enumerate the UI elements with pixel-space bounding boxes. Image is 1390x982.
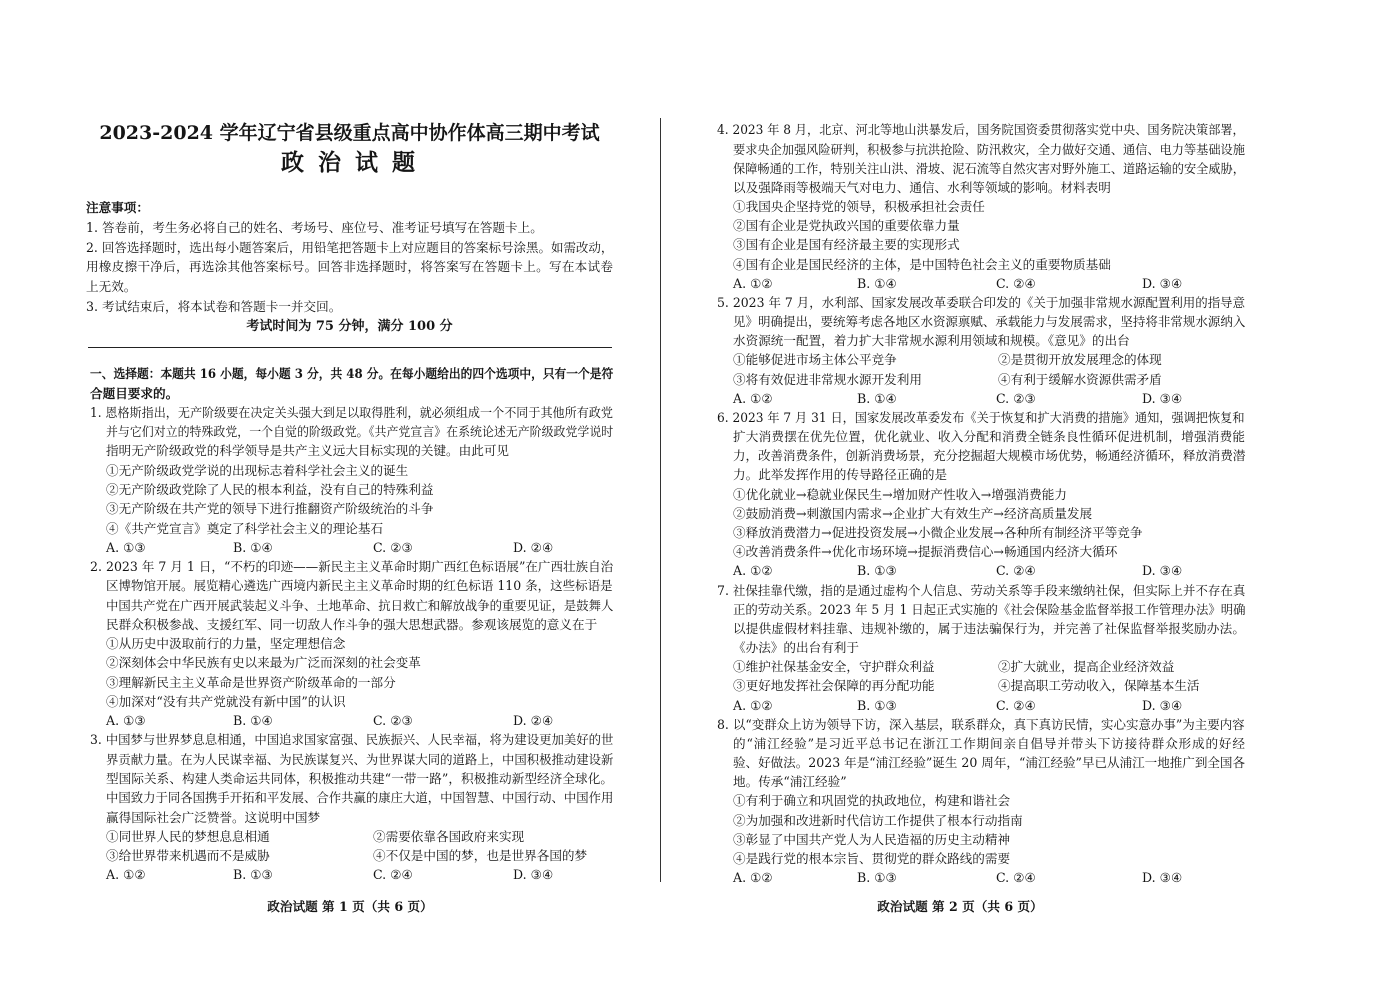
q1-statement-4: ④《共产党宣言》奠定了科学社会主义的理论基石 [106,520,384,536]
exam-subtitle-text: 政 治 试 题 [280,150,419,176]
section-heading-line: 合题目要求的。 [90,385,179,401]
q5-statement-3: ③将有效促进非常规水源开发利用 [733,371,922,387]
q8-statement-3: ③彰显了中国共产党人为人民造福的历史主动精神 [733,831,1011,847]
page-2-footer [860,897,1060,917]
header-divider-line [88,347,612,348]
q4-stem-line: 保障畅通的工作，特别关注山洪、滑坡、泥石流等自然灾害对野外施工、道路运输的安全威胁， [733,160,1245,176]
q4-stem-line: 以及强降雨等极端天气对电力、通信、水利等领域的影响。材料表明 [733,179,1111,195]
section-heading-line: 一、选择题：本题共 16 小题，每小题 3 分，共 48 分。在每小题给出的四个选项中，只有一个是符 [90,366,614,382]
q3-stem-line: 赢得国际社会广泛赞誉。这说明中国梦 [106,809,321,825]
q2-stem-line: 民群众积极参战、支援红军、同一切敌人作斗争的强大思想武器。参观该展览的意义在于 [106,616,598,632]
q1-statement-3: ③无产阶级在共产党的领导下进行推翻资产阶级统治的斗争 [106,501,434,517]
q4-statement-2: ②国有企业是党执政兴国的重要依靠力量 [733,218,960,234]
exam-subtitle [86,149,613,177]
exam-title [86,121,613,145]
q5-choice-c: C. ②③ [996,390,1036,406]
q7-choice-d: D. ③④ [1142,697,1183,713]
q7-stem-line: 正的劳动关系。2023 年 5 月 1 日起正式实施的《社会保险基金监督举报工作管理办法》明确 [733,601,1246,617]
page-1-footer [250,897,450,917]
q3-choice-c: C. ②④ [373,867,413,883]
q2-statement-2: ②深刻体会中华民族有史以来最为广泛而深刻的社会变革 [106,655,421,671]
q2-choice-c: C. ②③ [373,713,413,729]
q6-statement-4: ④改善消费条件→优化市场环境→提振消费信心→畅通国内经济大循环 [733,544,1118,560]
q8-stem-line: 的“浦江经验”是习近平总书记在浙江工作期间亲自倡导并带头下访接待群众形成的好经 [733,735,1245,751]
q2-choice-d: D. ②④ [513,713,554,729]
q6-choice-b: B. ①③ [857,563,897,579]
q6-stem-line: 力。此举发挥作用的传导路径正确的是 [733,467,948,483]
q1-stem-line: 1. 恩格斯指出，无产阶级要在决定关头强大到足以取得胜利，就必须组成一个不同于其他所有政党 [90,404,613,420]
q4-stem-line: 要求央企加强风险研判，积极参与抗洪抢险、防汛救灾，全力做好交通、通信、电力等基础设施 [733,141,1245,157]
q4-choice-c: C. ②④ [996,275,1036,291]
q2-stem-line: 区博物馆开展。展览精心遴选广西境内新民主主义革命时期的红色标语 110 条，这些标语是 [106,578,613,594]
q8-statement-4: ④是践行党的根本宗旨、贯彻党的群众路线的需要 [733,850,1011,866]
q3-choice-b: B. ①③ [233,867,273,883]
q8-choice-c: C. ②④ [996,870,1036,886]
question-2 [90,557,613,730]
q8-stem-line: 8. 以“变群众上访为领导下访，深入基层，联系群众，真下真访民情，实心实意办事”为主要内容 [717,716,1245,732]
q5-stem-line: 见》明确提出，要统筹考虑各地区水资源禀赋、承载能力与发展需求，坚持将非常规水源纳入 [733,314,1246,330]
q3-stem-line: 型国际关系、构建人类命运共同体，积极推动共建“一带一路”，积极推动新型经济全球化。 [106,770,613,786]
left-question-column [90,364,613,884]
q3-choice-d: D. ③④ [513,867,554,883]
q2-choices-row [106,711,613,730]
q2-choice-a: A. ①③ [106,713,146,729]
q6-stem-line: 力，改善消费条件，创新消费场景，充分挖掘超大规模市场优势，畅通经济循环，释放消费潜 [733,448,1246,464]
q6-statement-2: ②鼓励消费→刺激国内需求→企业扩大有效生产→经济高质量发展 [733,505,1093,521]
q3-statements-row [106,846,613,865]
q3-stem-line: 3. 中国梦与世界梦息息相通，中国追求国家富强、民族振兴、人民幸福，将为建设更加美好的世 [90,732,614,748]
q3-statement-1: ①同世界人民的梦想息息相通 [106,828,270,844]
notice-line: 用橡皮擦干净后，再选涂其他答案标号。回答非选择题时，将答案写在答题卡上。写在本试卷 [86,259,613,275]
q6-stem-line: 6. 2023 年 7 月 31 日，国家发展改革委发布《关于恢复和扩大消费的措施》通知，强调把恢复和 [717,409,1245,425]
q5-statement-2: ②是贯彻开放发展理念的体现 [998,352,1162,368]
question-8 [717,715,1245,888]
q8-choice-a: A. ①② [733,870,773,886]
notice-heading: 注意事项： [86,200,149,215]
q4-stem-line: 4. 2023 年 8 月，北京、河北等地山洪暴发后，国务院国资委贯彻落实党中央、国务院决策部署， [717,122,1245,138]
q7-choice-b: B. ①③ [857,697,897,713]
q7-statement-3: ③更好地发挥社会保障的再分配功能 [733,678,935,694]
q4-statement-3: ③国有企业是国有经济最主要的实现形式 [733,237,960,253]
question-4 [717,120,1245,293]
exam-title-text: 2023-2024 学年辽宁省县级重点高中协作体高三期中考试 [99,122,600,144]
q6-stem-line: 扩大消费摆在优先位置，优化就业、收入分配和消费全链条良性循环促进机制，增强消费能 [733,429,1245,445]
q4-choices-row [733,274,1245,293]
q6-choice-a: A. ①② [733,563,773,579]
q7-statements-row [733,657,1245,676]
q1-statement-2: ②无产阶级政党除了人民的根本利益，没有自己的特殊利益 [106,481,434,497]
question-6 [717,408,1245,581]
q5-choice-a: A. ①② [733,390,773,406]
q2-statement-1: ①从历史中汲取前行的力量，坚定理想信念 [106,636,346,652]
q7-choices-row [733,696,1245,715]
q8-statement-1: ①有利于确立和巩固党的执政地位，构建和谐社会 [733,793,1011,809]
q4-choice-a: A. ①② [733,275,773,291]
q8-choice-d: D. ③④ [1142,870,1183,886]
notice-line: 3. 考试结束后，将本试卷和答题卡一并交回。 [86,298,342,314]
question-3 [90,730,613,884]
q7-statement-1: ①维护社保基金安全，守护群众利益 [733,659,935,675]
question-7 [717,581,1245,715]
q2-statement-3: ③理解新民主主义革命是世界资产阶级革命的一部分 [106,674,396,690]
q5-stem-line: 5. 2023 年 7 月，水利部、国家发展改革委联合印发的《关于加强非常规水源配置利用的指导意 [717,294,1246,310]
q6-choices-row [733,561,1245,580]
q5-stem-line: 水资源统一配置，着力扩大非常规水源利用领域和规模。《意见》的出台 [733,333,1130,349]
q3-stem-line: 中国致力于同各国携手开拓和平发展、合作共赢的康庄大道，中国智慧、中国行动、中国作用 [106,790,614,806]
q3-choices-row [106,865,613,884]
q7-stem-line: 《办法》的出台有利于 [733,640,859,656]
notice-line: 上无效。 [86,279,137,295]
q6-choice-d: D. ③④ [1142,563,1183,579]
question-5 [717,293,1245,408]
q8-stem-line: 地。传承“浦江经验” [733,774,847,790]
q3-statement-2: ②需要依靠各国政府来实现 [373,828,525,844]
q5-choice-b: B. ①④ [857,390,897,406]
q1-statement-1: ①无产阶级政党学说的出现标志着科学社会主义的诞生 [106,462,409,478]
q7-choice-c: C. ②④ [996,697,1036,713]
q5-statement-4: ④有利于缓解水资源供需矛盾 [998,371,1162,387]
page-divider-line [660,118,661,882]
q2-stem-line: 中国共产党在广西开展武装起义斗争、土地革命、抗日救亡和解放战争的重要见证，是鼓舞人 [106,597,614,613]
q4-choice-b: B. ①④ [857,275,897,291]
q2-statement-4: ④加深对“没有共产党就没有新中国”的认识 [106,693,346,709]
right-question-column [717,120,1245,887]
q3-stem-line: 界贡献力量。在为人民谋幸福、为民族谋复兴、为世界谋大同的道路上，中国积极推动建设新 [106,751,614,767]
q1-choice-c: C. ②③ [373,539,413,555]
q8-stem-line: 验、好做法。2023 年是“浦江经验”诞生 20 周年，“浦江经验”早已从浦江一地推广到全国各 [733,755,1246,771]
q5-choices-row [733,389,1245,408]
q5-choice-d: D. ③④ [1142,390,1183,406]
q2-choice-b: B. ①④ [233,713,273,729]
q2-stem-line: 2. 2023 年 7 月 1 日，“不朽的印迹——新民主主义革命时期广西红色标语展”在广西壮族自治 [90,559,614,575]
notice-line: 2. 回答选择题时，选出每小题答案后，用铅笔把答题卡上对应题目的答案标号涂黑。如需改动， [86,239,614,255]
q1-choice-a: A. ①③ [106,539,146,555]
q3-statements-row [106,827,613,846]
q7-stem-line: 以提供虚假材料挂靠、违规补缴的，属于违法骗保行为，并完善了社保监督举报奖励办法。 [733,620,1245,636]
page-2-footer-text: 政治试题 第 2 页（共 6 页） [877,899,1043,914]
page-1-footer-text: 政治试题 第 1 页（共 6 页） [267,899,433,914]
q7-statement-4: ④提高职工劳动收入，保障基本生活 [998,678,1200,694]
question-1 [90,403,613,557]
q3-choice-a: A. ①② [106,867,146,883]
q4-statement-4: ④国有企业是国民经济的主体，是中国特色社会主义的重要物质基础 [733,256,1111,272]
q1-choice-b: B. ①④ [233,539,273,555]
q4-statement-1: ①我国央企坚持党的领导，积极承担社会责任 [733,199,985,215]
q7-stem-line: 7. 社保挂靠代缴，指的是通过虚构个人信息、劳动关系等手段来缴纳社保，但实际上并不存在真 [717,582,1246,598]
q4-choice-d: D. ③④ [1142,275,1183,291]
q3-statement-4: ④不仅是中国的梦，也是世界各国的梦 [373,848,588,864]
notice-line: 1. 答卷前，考生务必将自己的姓名、考场号、座位号、准考证号填写在答题卡上。 [86,219,543,235]
q5-statements-row [733,350,1245,369]
q7-statement-2: ②扩大就业，提高企业经济效益 [998,659,1175,675]
notice-block [86,198,613,337]
q7-statements-row [733,676,1245,695]
q3-statement-3: ③给世界带来机遇而不是威胁 [106,848,270,864]
exam-info [86,317,613,337]
q1-stem-line: 并与它们对立的特殊政党，一个自觉的阶级政党。《共产党宣言》在系统论述无产阶级政党学说时 [106,424,614,440]
q5-statements-row [733,370,1245,389]
q6-statement-3: ③释放消费潜力→促进投资发展→小微企业发展→各种所有制经济平等竞争 [733,525,1143,540]
exam-info-text: 考试时间为 75 分钟，满分 100 分 [246,318,453,334]
q1-choice-d: D. ②④ [513,539,554,555]
q8-statement-2: ②为加强和改进新时代信访工作提供了根本行动指南 [733,812,1023,828]
q6-choice-c: C. ②④ [996,563,1036,579]
q1-stem-line: 指明无产阶级政党的科学领导是共产主义远大目标实现的关键。由此可见 [106,443,509,459]
q7-choice-a: A. ①② [733,697,773,713]
q6-statement-1: ①优化就业→稳就业保民生→增加财产性收入→增强消费能力 [733,486,1067,502]
q1-choices-row [106,538,613,557]
q5-statement-1: ①能够促进市场主体公平竞争 [733,352,897,368]
q8-choice-b: B. ①③ [857,870,897,886]
q8-choices-row [733,868,1245,887]
